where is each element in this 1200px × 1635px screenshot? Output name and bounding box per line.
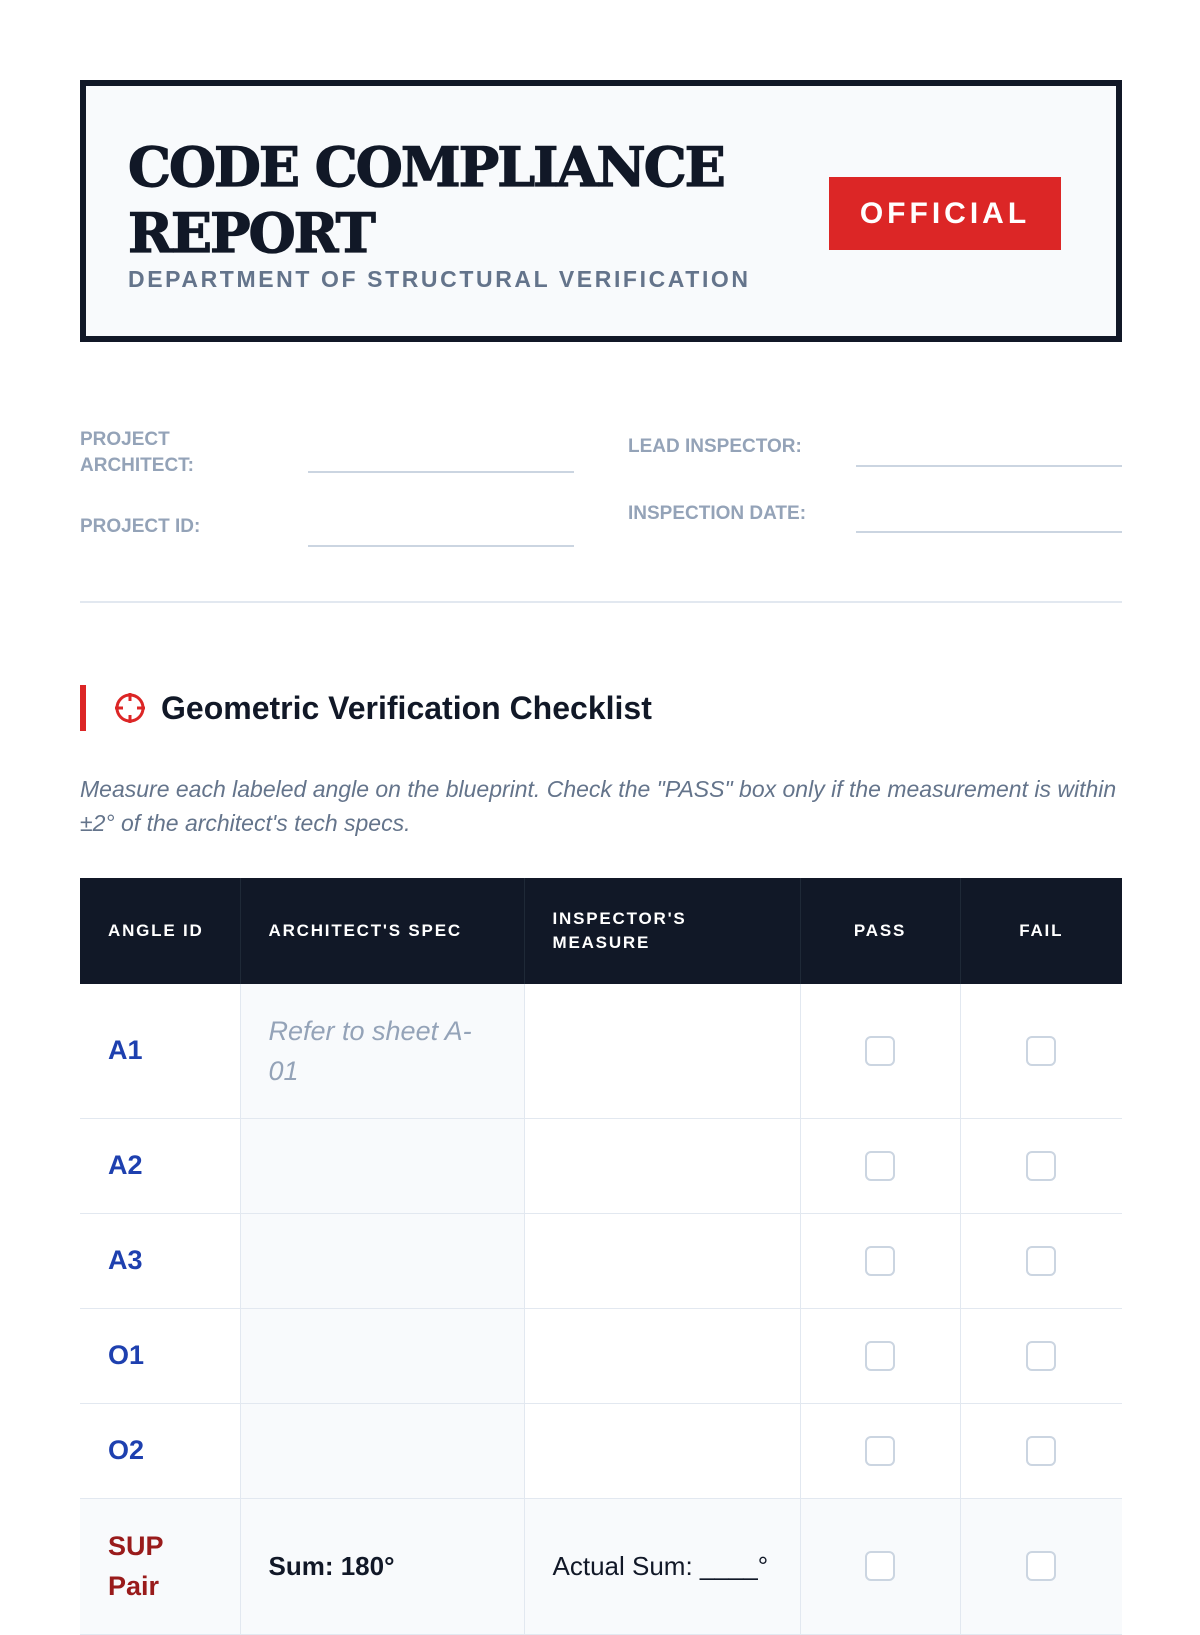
fail-cell <box>960 1118 1122 1213</box>
fail-checkbox[interactable] <box>1026 1341 1056 1371</box>
inspector-measure-cell[interactable] <box>524 1213 800 1308</box>
inspector-measure-cell[interactable] <box>524 1498 800 1634</box>
pass-cell <box>800 1498 960 1634</box>
instructions-text: Measure each labeled angle on the blueprint. Check the "PASS" box only if the measurement is within ±2° of the architect's tech specs. <box>80 776 1117 836</box>
pass-cell <box>800 1403 960 1498</box>
header-fail: FAIL <box>960 878 1122 984</box>
architect-spec-cell[interactable] <box>240 1213 524 1308</box>
table-row-sup-pair <box>80 1498 1122 1634</box>
inspection-date-label: INSPECTION DATE: <box>628 503 807 524</box>
meta-divider <box>80 601 1122 603</box>
project-architect-field[interactable] <box>308 471 574 473</box>
header-architect-spec: ARCHITECT'S SPEC <box>240 878 524 984</box>
pass-cell <box>800 1308 960 1403</box>
angle-id-cell <box>80 1213 240 1308</box>
fail-checkbox[interactable] <box>1026 1246 1056 1276</box>
inspector-measure-cell[interactable] <box>524 1403 800 1498</box>
section-accent-bar <box>80 685 86 731</box>
project-id-label: PROJECT ID: <box>80 516 201 537</box>
pass-cell <box>800 1213 960 1308</box>
table-row <box>80 1118 1122 1213</box>
pass-checkbox[interactable] <box>865 1436 895 1466</box>
pass-checkbox[interactable] <box>865 1036 895 1066</box>
sum-spec: Sum: 180° <box>268 1550 395 1581</box>
table-row <box>80 1213 1122 1308</box>
pass-checkbox[interactable] <box>865 1246 895 1276</box>
project-id-field[interactable] <box>308 545 574 547</box>
report-title: CODE COMPLIANCE REPORT <box>128 135 724 265</box>
angle-id-cell <box>80 1118 240 1213</box>
angle-id: SUP Pair <box>108 1531 164 1601</box>
pass-cell <box>800 1118 960 1213</box>
fail-cell <box>960 984 1122 1118</box>
header-pass: PASS <box>800 878 960 984</box>
lead-inspector-field[interactable] <box>856 465 1122 467</box>
angle-id: O2 <box>108 1435 145 1465</box>
pass-checkbox[interactable] <box>865 1551 895 1581</box>
project-architect-label: PROJECT ARCHITECT: <box>80 429 194 476</box>
pass-cell <box>800 984 960 1118</box>
fail-cell <box>960 1308 1122 1403</box>
fail-checkbox[interactable] <box>1026 1036 1056 1066</box>
table-row <box>80 1403 1122 1498</box>
angle-id-cell <box>80 984 240 1118</box>
fail-checkbox[interactable] <box>1026 1551 1056 1581</box>
angle-id: A2 <box>108 1150 143 1180</box>
fail-cell <box>960 1403 1122 1498</box>
angle-id-cell <box>80 1403 240 1498</box>
lead-inspector-label: LEAD INSPECTOR: <box>628 436 802 457</box>
fail-checkbox[interactable] <box>1026 1436 1056 1466</box>
architect-spec-cell[interactable] <box>240 1308 524 1403</box>
architect-spec-cell <box>240 984 524 1118</box>
header-inspector-measure: INSPECTOR'S MEASURE <box>524 878 800 984</box>
fail-cell <box>960 1213 1122 1308</box>
fail-cell <box>960 1498 1122 1634</box>
header-angle-id: ANGLE ID <box>80 878 240 984</box>
inspection-date-field[interactable] <box>856 531 1122 533</box>
fail-checkbox[interactable] <box>1026 1151 1056 1181</box>
report-header <box>80 80 1122 342</box>
spec-note: Refer to sheet A-01 <box>268 1015 472 1086</box>
angle-id-cell <box>80 1498 240 1634</box>
architect-spec-cell <box>240 1498 524 1634</box>
section-title: Geometric Verification Checklist <box>161 690 652 726</box>
pass-checkbox[interactable] <box>865 1151 895 1181</box>
inspector-measure-cell[interactable] <box>524 1118 800 1213</box>
table-row <box>80 1308 1122 1403</box>
inspector-measure-cell[interactable] <box>524 1308 800 1403</box>
report-subtitle: DEPARTMENT OF STRUCTURAL VERIFICATION <box>128 266 751 292</box>
crosshair-icon <box>113 691 147 725</box>
verification-table <box>80 878 1122 1635</box>
actual-sum: Actual Sum: ____° <box>552 1550 769 1581</box>
architect-spec-cell[interactable] <box>240 1403 524 1498</box>
angle-id: A3 <box>108 1245 143 1275</box>
pass-checkbox[interactable] <box>865 1341 895 1371</box>
official-badge: OFFICIAL <box>829 177 1061 250</box>
angle-id-cell <box>80 1308 240 1403</box>
table-header-row <box>80 878 1122 984</box>
angle-id: A1 <box>108 1035 143 1066</box>
table-row <box>80 984 1122 1118</box>
inspector-measure-cell[interactable] <box>524 984 800 1118</box>
angle-id: O1 <box>108 1340 145 1370</box>
architect-spec-cell[interactable] <box>240 1118 524 1213</box>
